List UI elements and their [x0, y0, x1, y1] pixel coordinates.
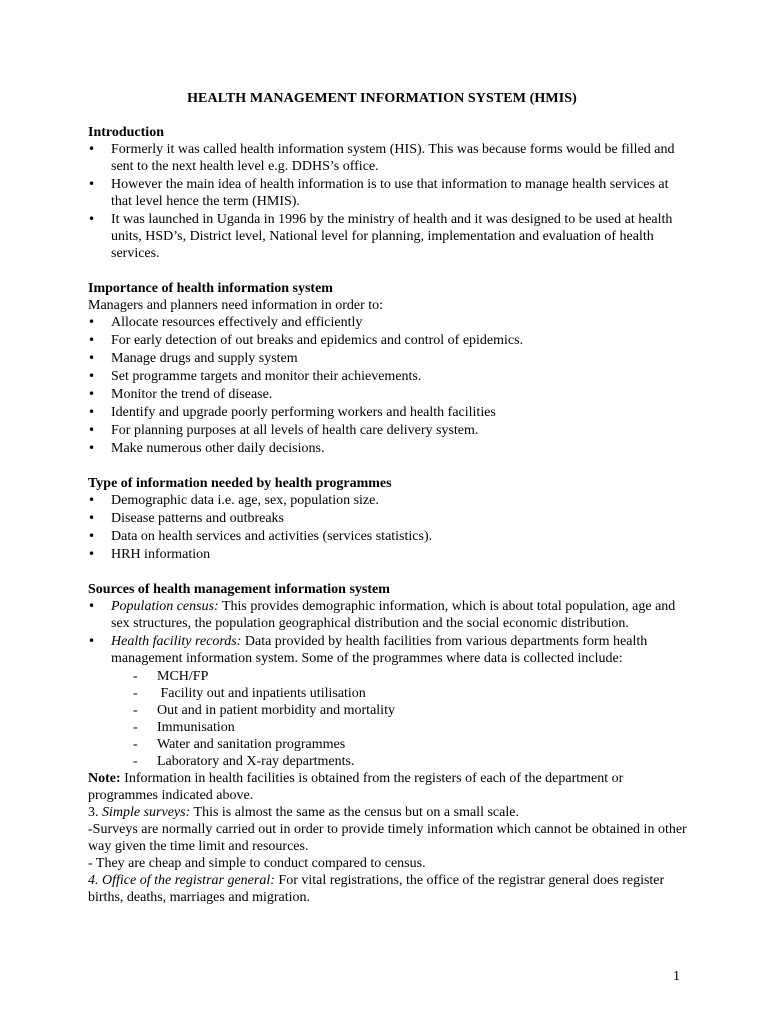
list-item: • Disease patterns and outbreaks [88, 510, 688, 527]
list-item: - Immunisation [133, 719, 688, 736]
list-item: - Facility out and inpatients utilisation [133, 685, 688, 702]
surveys-line-2: -Surveys are normally carried out in order to provide timely information which cannot be obtained in other way given the time limit and resources. [88, 822, 687, 854]
surveys-text: This is almost the same as the census but on a small scale. [190, 805, 519, 820]
census-text: This provides demographic information, which is about total population, age and sex structures, the population geographical distribution and the social economic distribution. [111, 599, 676, 631]
list-item [88, 598, 688, 632]
list-item: - Laboratory and X-ray departments. [133, 753, 688, 770]
facility-term: Health facility records: [111, 634, 242, 649]
list-item: • HRH information [88, 546, 688, 563]
importance-heading: Importance of health information system [88, 281, 333, 296]
surveys-line-3: - They are cheap and simple to conduct compared to census. [88, 856, 426, 871]
list-item: • For early detection of out breaks and epidemics and control of epidemics. [88, 332, 688, 349]
list-item: • Formerly it was called health information system (HIS). This was because forms would be filled and sent to the next health level e.g. DDHS’s office. [88, 141, 688, 175]
introduction-list [88, 141, 688, 262]
list-item: • Data on health services and activities (services statistics). [88, 528, 688, 545]
surveys-paragraph [88, 804, 688, 821]
page-number: 1 [673, 969, 680, 984]
list-item [88, 633, 688, 667]
note-label: Note: [88, 771, 121, 786]
surveys-number: 3. [88, 805, 102, 820]
document-page [88, 90, 688, 906]
list-item: • Demographic data i.e. age, sex, population size. [88, 492, 688, 509]
list-item: - Water and sanitation programmes [133, 736, 688, 753]
types-heading: Type of information needed by health programmes [88, 476, 392, 491]
facility-text: Data provided by health facilities from various departments form health management information system. Some of the programmes where data is collected include: [111, 634, 648, 666]
list-item: • Allocate resources effectively and efficiently [88, 314, 688, 331]
registrar-text: For vital registrations, the office of the registrar general does register births, deaths, marriages and migration. [88, 873, 665, 905]
registrar-term: 4. Office of the registrar general: [88, 873, 275, 888]
types-list [88, 492, 688, 563]
census-term: Population census: [111, 599, 219, 614]
list-item: • It was launched in Uganda in 1996 by the ministry of health and it was designed to be used at health units, HSD’s, District level, National level for planning, implementation and evaluation of health services. [88, 211, 688, 262]
sources-heading: Sources of health management information system [88, 582, 390, 597]
list-item: • For planning purposes at all levels of health care delivery system. [88, 422, 688, 439]
registrar-paragraph [88, 872, 688, 906]
note-paragraph [88, 770, 688, 804]
list-item: • Identify and upgrade poorly performing workers and health facilities [88, 404, 688, 421]
importance-lead: Managers and planners need information in order to: [88, 298, 384, 313]
list-item: • Monitor the trend of disease. [88, 386, 688, 403]
surveys-term: Simple surveys: [102, 805, 191, 820]
list-item: • Make numerous other daily decisions. [88, 440, 688, 457]
introduction-heading: Introduction [88, 125, 164, 140]
sources-list [88, 598, 688, 667]
list-item: • However the main idea of health information is to use that information to manage health services at that level hence the term (HMIS). [88, 176, 688, 210]
importance-list [88, 314, 688, 457]
list-item: - MCH/FP [133, 668, 688, 685]
note-text: Information in health facilities is obtained from the registers of each of the department or programmes indicated above. [88, 771, 624, 803]
document-title: HEALTH MANAGEMENT INFORMATION SYSTEM (HMIS) [187, 91, 577, 106]
list-item: • Manage drugs and supply system [88, 350, 688, 367]
list-item: • Set programme targets and monitor their achievements. [88, 368, 688, 385]
list-item: - Out and in patient morbidity and mortality [133, 702, 688, 719]
programmes-list [88, 668, 688, 770]
